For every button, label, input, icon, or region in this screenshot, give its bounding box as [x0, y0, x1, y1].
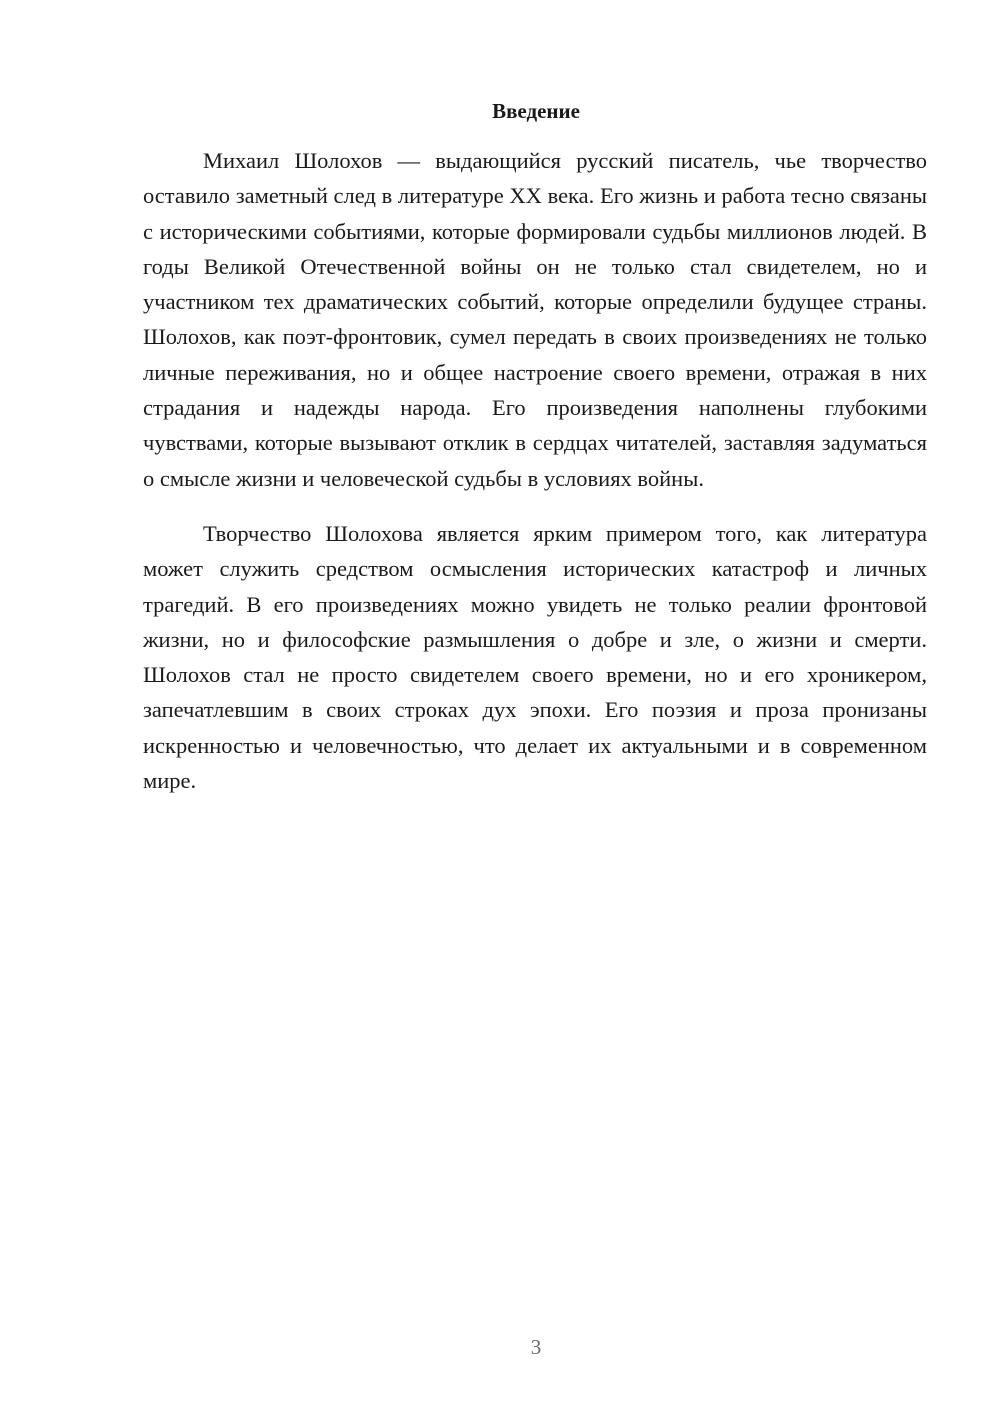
paragraph-1: Михаил Шолохов — выдающийся русский писатель, чье творчество оставило заметный след в литературе XX века. Его жизнь и работа тесно связаны с историческими событиями, которые формировали судьбы миллионов людей. В годы Великой Отечественной войны он не только стал свидетелем, но и участником тех драматических событий, которые определили будущее страны. Шолохов, как поэт-фронтовик, сумел передать в своих произведениях не только личные переживания, но и общее настроение своего времени, отражая в них страдания и надежды народа. Его произведения наполнены глубокими чувствами, которые вызывают отклик в сердцах читателей, заставляя задуматься о смысле жизни и человеческой судьбы в условиях войны. — [143, 148, 927, 491]
body-text — [143, 143, 927, 798]
page-heading: Введение — [492, 99, 580, 123]
paragraph-2: Творчество Шолохова является ярким примером того, как литература может служить средством осмысления исторических катастроф и личных трагедий. В его произведениях можно увидеть не только реалии фронтовой жизни, но и философские размышления о добре и зле, о жизни и смерти. Шолохов стал не просто свидетелем своего времени, но и его хроникером, запечатлевшим в своих строках дух эпохи. Его поэзия и проза пронизаны искренностью и человечностью, что делает их актуальными и в современном мире. — [143, 520, 927, 794]
page-number: 3 — [530, 1335, 542, 1359]
